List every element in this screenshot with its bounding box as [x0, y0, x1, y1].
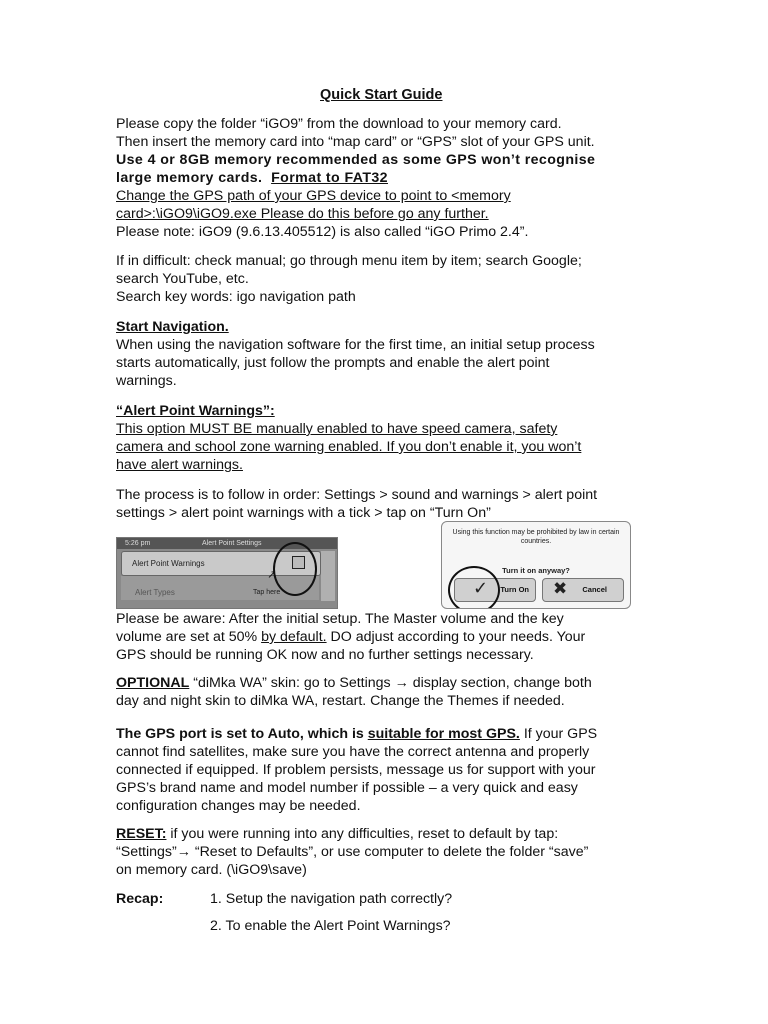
intro-section — [116, 115, 648, 241]
body-text: “diMka WA” skin: go to Settings → display section, change both — [189, 675, 592, 691]
difficult-line: search YouTube, etc. — [116, 271, 249, 287]
memory-note: large memory cards. — [116, 170, 263, 186]
body-line: have alert warnings. — [116, 457, 243, 473]
intro-line: Then insert the memory card into “map card” or “GPS” slot of your GPS unit. — [116, 134, 595, 150]
body-line: connected if equipped. If problem persists, message us for support with your — [116, 762, 596, 778]
recap-label: Recap: — [116, 891, 164, 907]
body-line: When using the navigation software for the first time, an initial setup process — [116, 337, 595, 353]
body-line: starts automatically, just follow the prompts and enable the alert point — [116, 355, 550, 371]
button-label: Turn On — [500, 585, 529, 594]
body-line: on memory card. (\iGO9\save) — [116, 862, 307, 878]
button-label: Cancel — [582, 585, 607, 594]
turn-on-dialog-screenshot — [441, 521, 631, 609]
section-heading: Start Navigation. — [116, 319, 229, 335]
optional-label: OPTIONAL — [116, 675, 190, 691]
body-line: camera and school zone warning enabled. If you don’t enable it, you won’t — [116, 439, 582, 455]
body-line: configuration changes may be needed. — [116, 798, 361, 814]
difficult-line: If in difficult: check manual; go through menu item by item; search Google; — [116, 253, 582, 269]
keywords-line: Search key words: igo navigation path — [116, 289, 356, 305]
highlight-circle — [448, 566, 500, 609]
body-line: GPS should be running OK now and no further settings necessary. — [116, 647, 534, 663]
body-line: This option MUST BE manually enabled to have speed camera, safety — [116, 421, 558, 437]
section-heading: “Alert Point Warnings”: — [116, 403, 275, 419]
path-instruction: card>:\iGO9\iGO9.exe Please do this before go any further. — [116, 206, 489, 222]
difficult-section — [116, 252, 648, 306]
alert-settings-screenshot — [116, 537, 338, 609]
memory-note: Use 4 or 8GB memory recommended as some GPS won’t recognise — [116, 152, 596, 168]
body-line: Please be aware: After the initial setup. The Master volume and the key — [116, 611, 564, 627]
intro-line: Please copy the folder “iGO9” from the download to your memory card. — [116, 116, 562, 132]
tap-here-label: Tap here — [253, 589, 281, 596]
body-text: if you were running into any difficulties, reset to default by tap: — [166, 826, 559, 842]
screen-header: Alert Point Settings — [202, 540, 262, 547]
arrow-icon: ↗ — [267, 569, 277, 581]
close-icon: ✖ — [553, 579, 568, 598]
body-line: GPS’s brand name and model number if possible – a very quick and easy — [116, 780, 578, 796]
aware-section — [116, 610, 648, 664]
highlight-circle — [273, 542, 317, 596]
gps-port-section — [116, 725, 648, 815]
body-text: If your GPS — [519, 726, 598, 742]
reset-section — [116, 825, 648, 879]
body-line: The process is to follow in order: Settings > sound and warnings > alert point — [116, 487, 598, 503]
time-label: 5:26 pm — [125, 540, 151, 547]
body-line: cannot find satellites, make sure you have the correct antenna and properly — [116, 744, 590, 760]
row-label: Alert Point Warnings — [132, 559, 205, 568]
dialog-message: Using this function may be prohibited by law in certain countries. — [452, 529, 620, 545]
body-line: settings > alert point warnings with a tick > tap on “Turn On” — [116, 505, 491, 521]
body-line: day and night skin to diMka WA, restart. Change the Themes if needed. — [116, 693, 565, 709]
optional-section — [116, 674, 648, 710]
cancel-button — [542, 578, 624, 602]
body-text: volume are set at 50% — [116, 629, 262, 645]
recap-item: 1. Setup the navigation path correctly? — [210, 891, 453, 907]
format-note: Format to FAT32 — [271, 170, 388, 186]
body-text: DO adjust according to your needs. Your — [326, 629, 586, 645]
path-instruction: Change the GPS path of your GPS device to point to <memory — [116, 188, 511, 204]
body-line: “Settings”→ “Reset to Defaults”, or use computer to delete the folder “save” — [116, 844, 589, 860]
body-line: warnings. — [116, 373, 177, 389]
body-text: The GPS port is set to Auto, which is — [116, 726, 368, 742]
scrollbar — [321, 551, 335, 601]
page-title: Quick Start Guide — [320, 87, 443, 103]
start-navigation-section — [116, 318, 648, 390]
body-text: by default. — [261, 629, 327, 645]
dialog-question: Turn it on anyway? — [502, 566, 570, 575]
row-label: Alert Types — [135, 588, 175, 597]
alert-section — [116, 402, 648, 474]
reset-label: RESET: — [116, 826, 167, 842]
recap-item: 2. To enable the Alert Point Warnings? — [210, 918, 451, 934]
version-note: Please note: iGO9 (9.6.13.405512) is also called “iGO Primo 2.4”. — [116, 224, 529, 240]
check-icon: ✓ — [473, 578, 489, 598]
body-text: suitable for most GPS. — [367, 726, 520, 742]
process-section — [116, 486, 648, 522]
